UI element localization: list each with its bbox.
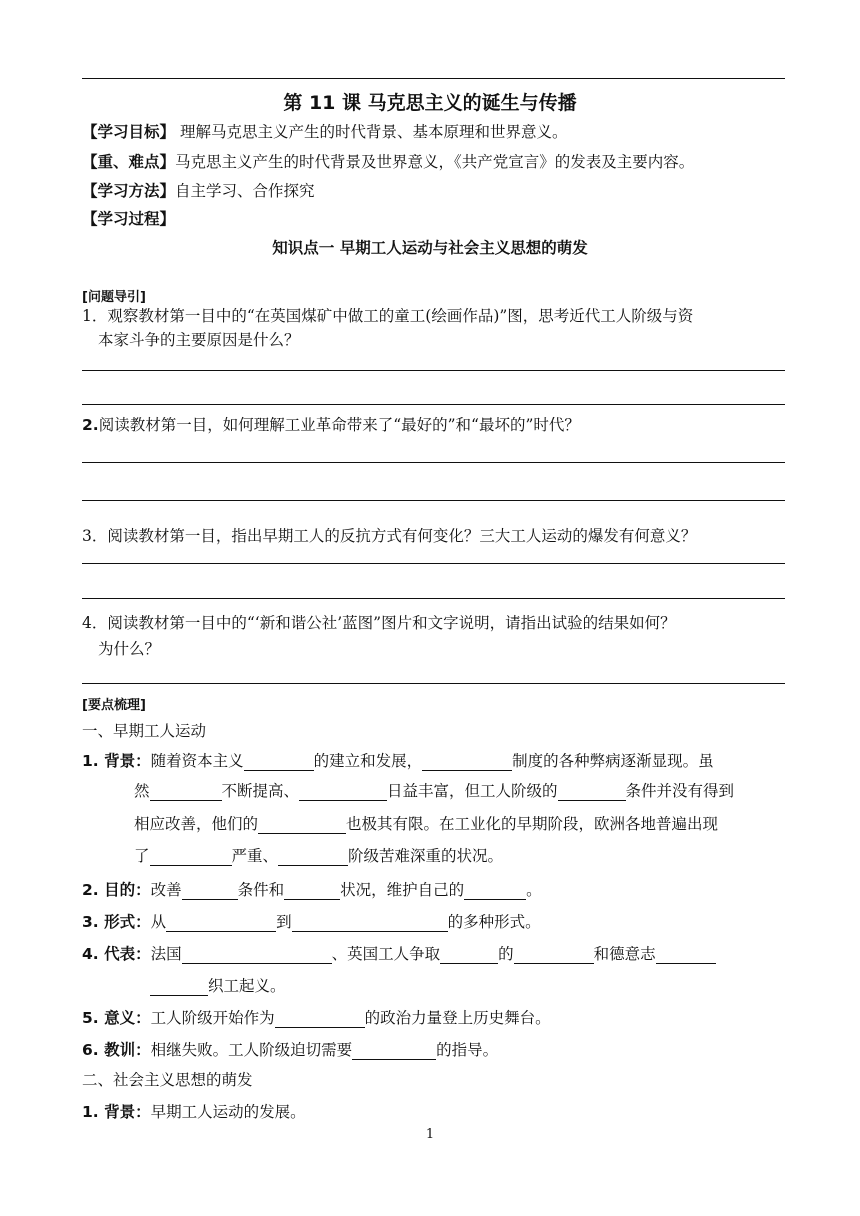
representative-point-cont bbox=[150, 974, 286, 996]
fill-blank[interactable] bbox=[150, 784, 222, 801]
text-segment: 的政治力量登上历史舞台。 bbox=[364, 1009, 551, 1027]
representative-point bbox=[82, 942, 716, 964]
point-label: 6. 教训： bbox=[82, 1041, 151, 1059]
text-segment: 织工起义。 bbox=[208, 977, 286, 995]
text-segment: 、英国工人争取 bbox=[331, 945, 441, 963]
question-1-line1: 1．观察教材第一目中的“在英国煤矿中做工的童工(绘画作品)”图，思考近代工人阶级与资 bbox=[82, 307, 694, 325]
page-number: 1 bbox=[425, 1127, 435, 1142]
fill-blank[interactable] bbox=[182, 947, 332, 964]
lesson-point bbox=[82, 1038, 498, 1060]
part2-background-point bbox=[82, 1100, 306, 1122]
guide-label: [问题导引] bbox=[82, 290, 146, 305]
question-3: 3．阅读教材第一目，指出早期工人的反抗方式有何变化？三大工人运动的爆发有何意义？ bbox=[82, 527, 697, 545]
method-text: 自主学习、合作探究 bbox=[175, 182, 315, 200]
text-segment: 了 bbox=[134, 847, 150, 865]
text-segment: 然 bbox=[134, 782, 150, 800]
key-line bbox=[82, 150, 694, 172]
fill-blank[interactable] bbox=[514, 947, 594, 964]
point-label: 1. 背景： bbox=[82, 752, 151, 770]
purpose-point bbox=[82, 878, 542, 900]
question-2-number: 2. bbox=[82, 416, 99, 434]
fill-blank[interactable] bbox=[352, 1043, 436, 1060]
fill-blank[interactable] bbox=[166, 915, 276, 932]
goals-label: 【学习目标】 bbox=[82, 123, 176, 141]
text-segment: 制度的各种弊病逐渐显现。虽 bbox=[512, 752, 714, 770]
text-segment: 法国 bbox=[150, 945, 182, 963]
answer-line[interactable] bbox=[82, 598, 785, 599]
background-point-cont bbox=[134, 812, 718, 834]
text-segment: 阶级苦难深重的状况。 bbox=[348, 847, 504, 865]
process-label: 【学习过程】 bbox=[82, 210, 176, 228]
key-text: 马克思主义产生的时代背景及世界意义，《共产党宣言》的发表及主要内容。 bbox=[175, 153, 695, 171]
text-segment: 的建立和发展， bbox=[313, 752, 423, 770]
text-segment: 和德意志 bbox=[593, 945, 656, 963]
text-segment: 相应改善，他们的 bbox=[134, 815, 259, 833]
part2-title: 二、社会主义思想的萌发 bbox=[82, 1071, 253, 1089]
method-line bbox=[82, 179, 315, 201]
fill-blank[interactable] bbox=[292, 915, 448, 932]
text-segment: 工人阶级开始作为 bbox=[150, 1009, 275, 1027]
text-segment: 的指导。 bbox=[436, 1041, 499, 1059]
text-segment: 到 bbox=[276, 913, 292, 931]
question-4-line2: 为什么？ bbox=[98, 640, 161, 658]
top-rule bbox=[82, 78, 785, 79]
text-segment: 从 bbox=[150, 913, 167, 931]
text-segment: 不断提高、 bbox=[221, 782, 300, 800]
point-label: 1. 背景： bbox=[82, 1103, 151, 1121]
text-segment: 随着资本主义 bbox=[150, 752, 244, 770]
text-segment: 早期工人运动的发展。 bbox=[150, 1103, 306, 1121]
background-point bbox=[82, 749, 714, 771]
text-segment: 日益丰富，但工人阶级的 bbox=[387, 782, 558, 800]
fill-blank[interactable] bbox=[440, 947, 498, 964]
text-segment: 的多种形式。 bbox=[447, 913, 541, 931]
fill-blank[interactable] bbox=[422, 754, 512, 771]
text-segment: 严重、 bbox=[231, 847, 279, 865]
goals-text: 理解马克思主义产生的时代背景、基本原理和世界意义。 bbox=[175, 123, 568, 141]
fill-blank[interactable] bbox=[278, 849, 348, 866]
answer-line[interactable] bbox=[82, 462, 785, 463]
fill-blank[interactable] bbox=[244, 754, 314, 771]
question-4-line1: 4．阅读教材第一目中的“‘新和谐公社’蓝图”图片和文字说明，请指出试验的结果如何？ bbox=[82, 614, 676, 632]
answer-line[interactable] bbox=[82, 563, 785, 564]
goals-line bbox=[82, 120, 567, 142]
fill-blank[interactable] bbox=[284, 883, 340, 900]
key-label: 【重、难点】 bbox=[82, 153, 176, 171]
question-1-line2: 本家斗争的主要原因是什么？ bbox=[98, 331, 300, 349]
fill-blank[interactable] bbox=[464, 883, 526, 900]
point-label: 2. 目的： bbox=[82, 881, 151, 899]
process-line bbox=[82, 207, 175, 229]
answer-line[interactable] bbox=[82, 500, 785, 501]
answer-line[interactable] bbox=[82, 683, 785, 684]
form-point bbox=[82, 910, 541, 932]
text-segment: 也极其有限。在工业化的早期阶段，欧洲各地普遍出现 bbox=[346, 815, 719, 833]
section1-title: 知识点一 早期工人运动与社会主义思想的萌发 bbox=[272, 239, 588, 257]
point-label: 3. 形式： bbox=[82, 913, 151, 931]
question-2-text: 阅读教材第一目，如何理解工业革命带来了“最好的”和“最坏的”时代？ bbox=[98, 416, 580, 434]
text-segment: 的 bbox=[498, 945, 514, 963]
fill-blank[interactable] bbox=[150, 979, 208, 996]
text-segment: 条件和 bbox=[237, 881, 285, 899]
background-point-cont bbox=[134, 779, 734, 801]
fill-blank[interactable] bbox=[558, 784, 626, 801]
point-label: 5. 意义： bbox=[82, 1009, 151, 1027]
fill-blank[interactable] bbox=[150, 849, 232, 866]
answer-line[interactable] bbox=[82, 404, 785, 405]
page-title: 第 11 课 马克思主义的诞生与传播 bbox=[283, 92, 577, 114]
text-segment: 改善 bbox=[150, 881, 182, 899]
text-segment: 。 bbox=[526, 881, 542, 899]
point-label: 4. 代表： bbox=[82, 945, 151, 963]
part1-title: 一、早期工人运动 bbox=[82, 722, 207, 740]
background-point-cont bbox=[134, 844, 503, 866]
fill-blank[interactable] bbox=[299, 784, 387, 801]
summary-label: [要点梳理] bbox=[82, 698, 146, 713]
fill-blank[interactable] bbox=[275, 1011, 365, 1028]
text-segment: 相继失败。工人阶级迫切需要 bbox=[150, 1041, 353, 1059]
text-segment: 状况，维护自己的 bbox=[340, 881, 465, 899]
fill-blank[interactable] bbox=[182, 883, 238, 900]
answer-line[interactable] bbox=[82, 370, 785, 371]
significance-point bbox=[82, 1006, 551, 1028]
text-segment: 条件并没有得到 bbox=[625, 782, 735, 800]
method-label: 【学习方法】 bbox=[82, 182, 176, 200]
fill-blank[interactable] bbox=[258, 817, 346, 834]
fill-blank[interactable] bbox=[656, 947, 716, 964]
question-2 bbox=[82, 413, 580, 435]
